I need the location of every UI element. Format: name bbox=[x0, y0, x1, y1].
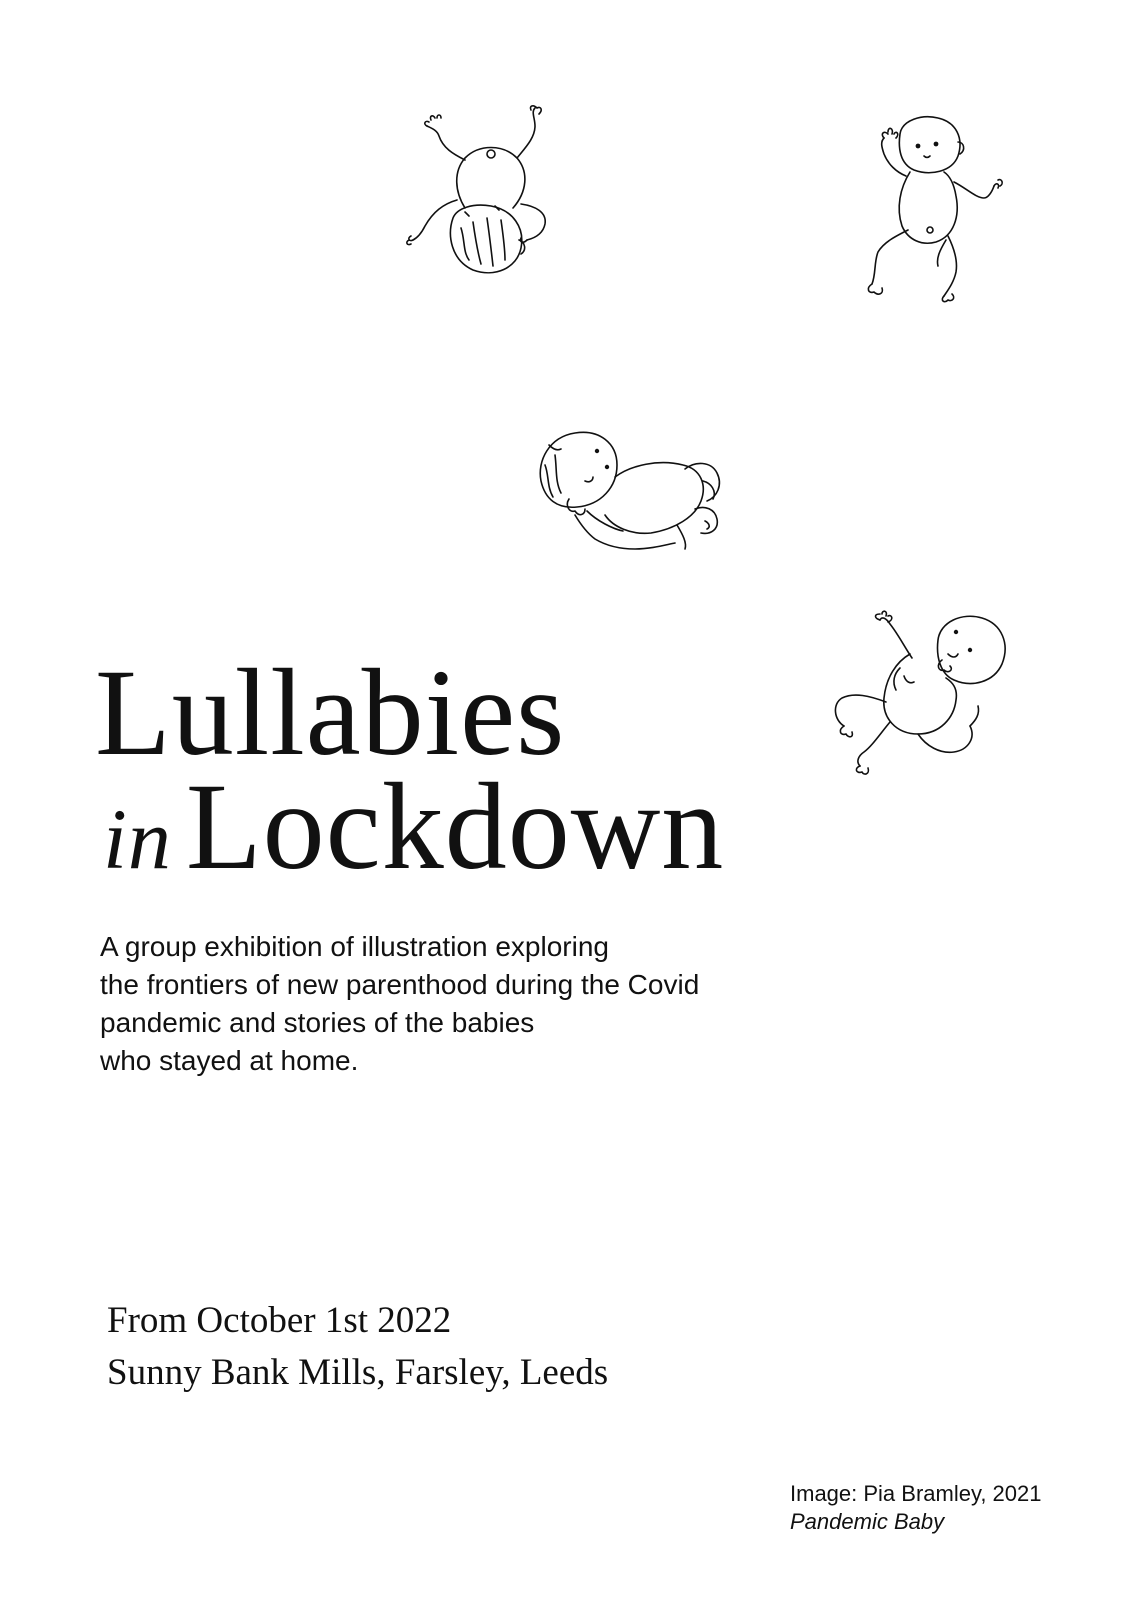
baby-illustration-upside-down-icon bbox=[395, 100, 570, 290]
credit-line: Image: Pia Bramley, 2021 bbox=[790, 1481, 1042, 1506]
title-line-lullabies: Lullabies bbox=[95, 644, 566, 781]
poster-title bbox=[95, 644, 725, 895]
description-line: pandemic and stories of the babies bbox=[100, 1007, 535, 1038]
artwork-title: Pandemic Baby bbox=[790, 1509, 945, 1534]
description-line: who stayed at home. bbox=[100, 1045, 359, 1076]
exhibition-description bbox=[100, 928, 820, 1080]
event-info bbox=[107, 1295, 608, 1399]
baby-illustration-sitting-icon bbox=[860, 112, 1030, 312]
title-line-lockdown bbox=[103, 758, 725, 895]
title-in-word: in bbox=[103, 791, 172, 887]
baby-illustration-curled-icon bbox=[830, 610, 1020, 775]
title-lockdown-word: Lockdown bbox=[185, 758, 725, 895]
image-credit bbox=[790, 1480, 1042, 1536]
baby-illustration-lying-sideways-icon bbox=[535, 425, 735, 565]
event-date: From October 1st 2022 bbox=[107, 1300, 452, 1341]
description-line: A group exhibition of illustration exploring bbox=[100, 931, 609, 962]
description-line: the frontiers of new parenthood during the Covid bbox=[100, 969, 700, 1000]
event-venue: Sunny Bank Mills, Farsley, Leeds bbox=[107, 1352, 609, 1393]
